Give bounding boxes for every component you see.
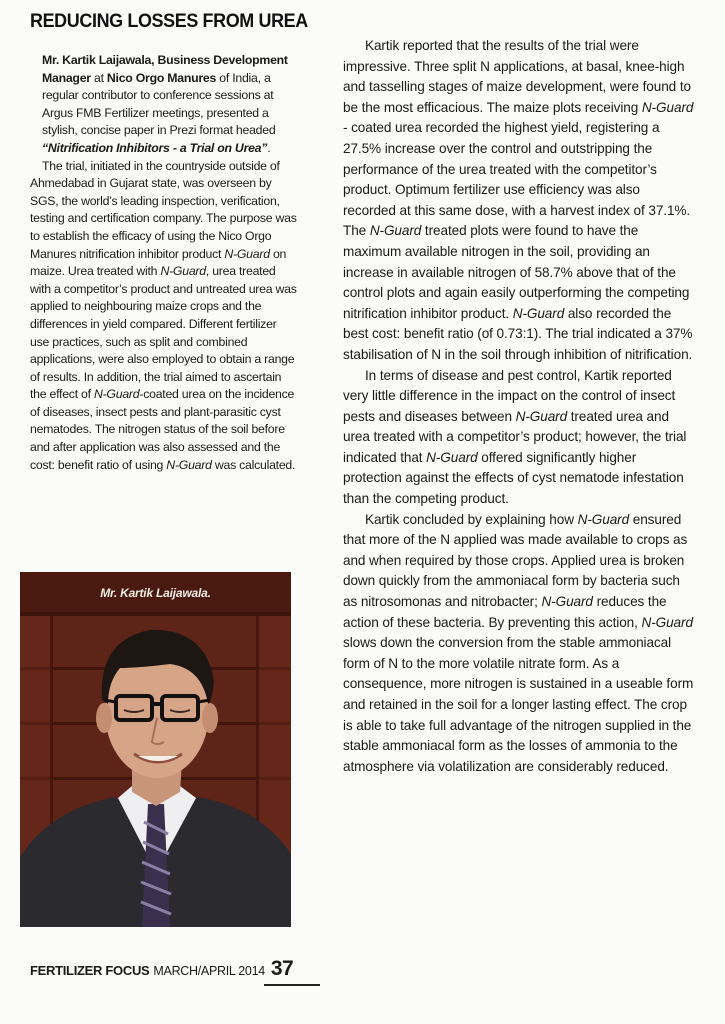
issue-date: MARCH/APRIL 2014 [153, 964, 265, 978]
page-number: 37 [270, 957, 294, 980]
publication-name: FERTILIZER FOCUS [30, 963, 150, 978]
results-paragraph: Kartik reported that the results of the trial were impressive. Three split N applications, at basal, knee-high and tasselling stages of maize development, were found to be the most efficacious. The maize plots receiving N-Guard - coated urea recorded the highest yield, registering a 27.5% increase over the control and outstripping the performance of the urea treated with the competitor’s product. Optimum fertilizer use efficiency was also recorded at this same dose, with a harvest index of 37.1%. The N-Guard treated plots were found to have the maximum available nitrogen in the soil, providing an increase in available nitrogen of 58.7% above that of the control plots and again easily outperforming the competing nitrification inhibitor product. N-Guard also recorded the best cost: benefit ratio (of 0.73:1). The trial indicated a 37% stabilisation of N in the soil through inhibition of nitrification. [343, 38, 694, 362]
product-name: N-Guard [577, 511, 630, 527]
product-name: N-Guard [641, 99, 694, 115]
product-name: N-Guard [160, 264, 206, 279]
author-name: Mr. Kartik Laijawala, Business Development Manager [42, 53, 288, 85]
lead-paragraph [30, 52, 298, 158]
product-name: N-Guard [369, 223, 422, 239]
product-name: N-Guard [515, 408, 568, 424]
portrait-illustration [20, 572, 291, 927]
trial-paragraph: The trial, initiated in the countryside outside of Ahmedabad in Gujarat state, was overseen by SGS, the world’s leading inspection, verification, testing and certification company. The purpose was to establish the efficacy of using the Nico Orgo Manures nitrification inhibitor product N-Guard on maize. Urea treated with N-Guard, urea treated with a competitor’s product and untreated urea was applied to neighbouring maize crops and the differences in yield compared. Different fertilizer use practices, such as split and combined applications, were also employed to obtain a range of results. In addition, the trial aimed to ascertain the effect of N-Guard-coated urea on the incidence of diseases, insect pests and plant-parasitic cyst nematodes. The nitrogen status of the soil before and after application was also assessed and the cost: benefit ratio of using N-Guard was calculated. [30, 158, 297, 472]
product-name: N-Guard [426, 449, 478, 465]
left-column [30, 52, 298, 474]
company-name: Nico Orgo Manures [106, 70, 217, 85]
pest-control-paragraph: In terms of disease and pest control, Kartik reported very little difference in the impact on the control of insect pests and diseases between N-Guard treated urea and urea treated with a competitor’s product; however, the trial indicated that N-Guard offered significantly higher protection against the effects of cyst nematode infestation than the competing product. [343, 367, 687, 507]
right-column [343, 36, 695, 777]
article-title: REDUCING LOSSES FROM UREA [30, 10, 308, 32]
paper-title: “Nitrification Inhibitors - a Trial on Urea” [42, 140, 268, 155]
product-name: N-Guard [166, 457, 212, 472]
lead-text: of India, a regular contributor to conference sessions at Argus FMB Fertilizer meetings, presented a stylish, concise paper in Prezi format headed [42, 70, 276, 138]
lead-text: at [90, 70, 107, 85]
author-photo [20, 572, 291, 927]
product-name: N-Guard [224, 246, 270, 261]
photo-caption: Mr. Kartik Laijawala. [100, 586, 211, 600]
footer-rule [264, 984, 320, 986]
product-name: N-Guard [93, 387, 140, 402]
page-footer [30, 957, 293, 981]
product-name: N-Guard [641, 614, 693, 630]
product-name: N-Guard [512, 305, 565, 321]
conclusion-paragraph: Kartik concluded by explaining how N-Guard ensured that more of the N applied was made available to crops as and when required by those crops. Applied urea is broken down quickly from the ammoniacal form by bacteria such as nitrosomonas and nitrobacter; N-Guard reduces the action of these bacteria. By preventing this action, N-Guard slows down the conversion from the stable ammoniacal form of N to the more volatile nitrate form. As a consequence, more nitrogen is sustained in a useable form and retained in the soil for a longer lasting effect. The crop is able to take full advantage of the nitrogen supplied in the stable ammoniacal form as the losses of ammonia to the atmosphere via volatilization are considerably reduced. [343, 511, 694, 774]
product-name: N-Guard [541, 594, 593, 610]
lead-text: . [267, 140, 271, 155]
